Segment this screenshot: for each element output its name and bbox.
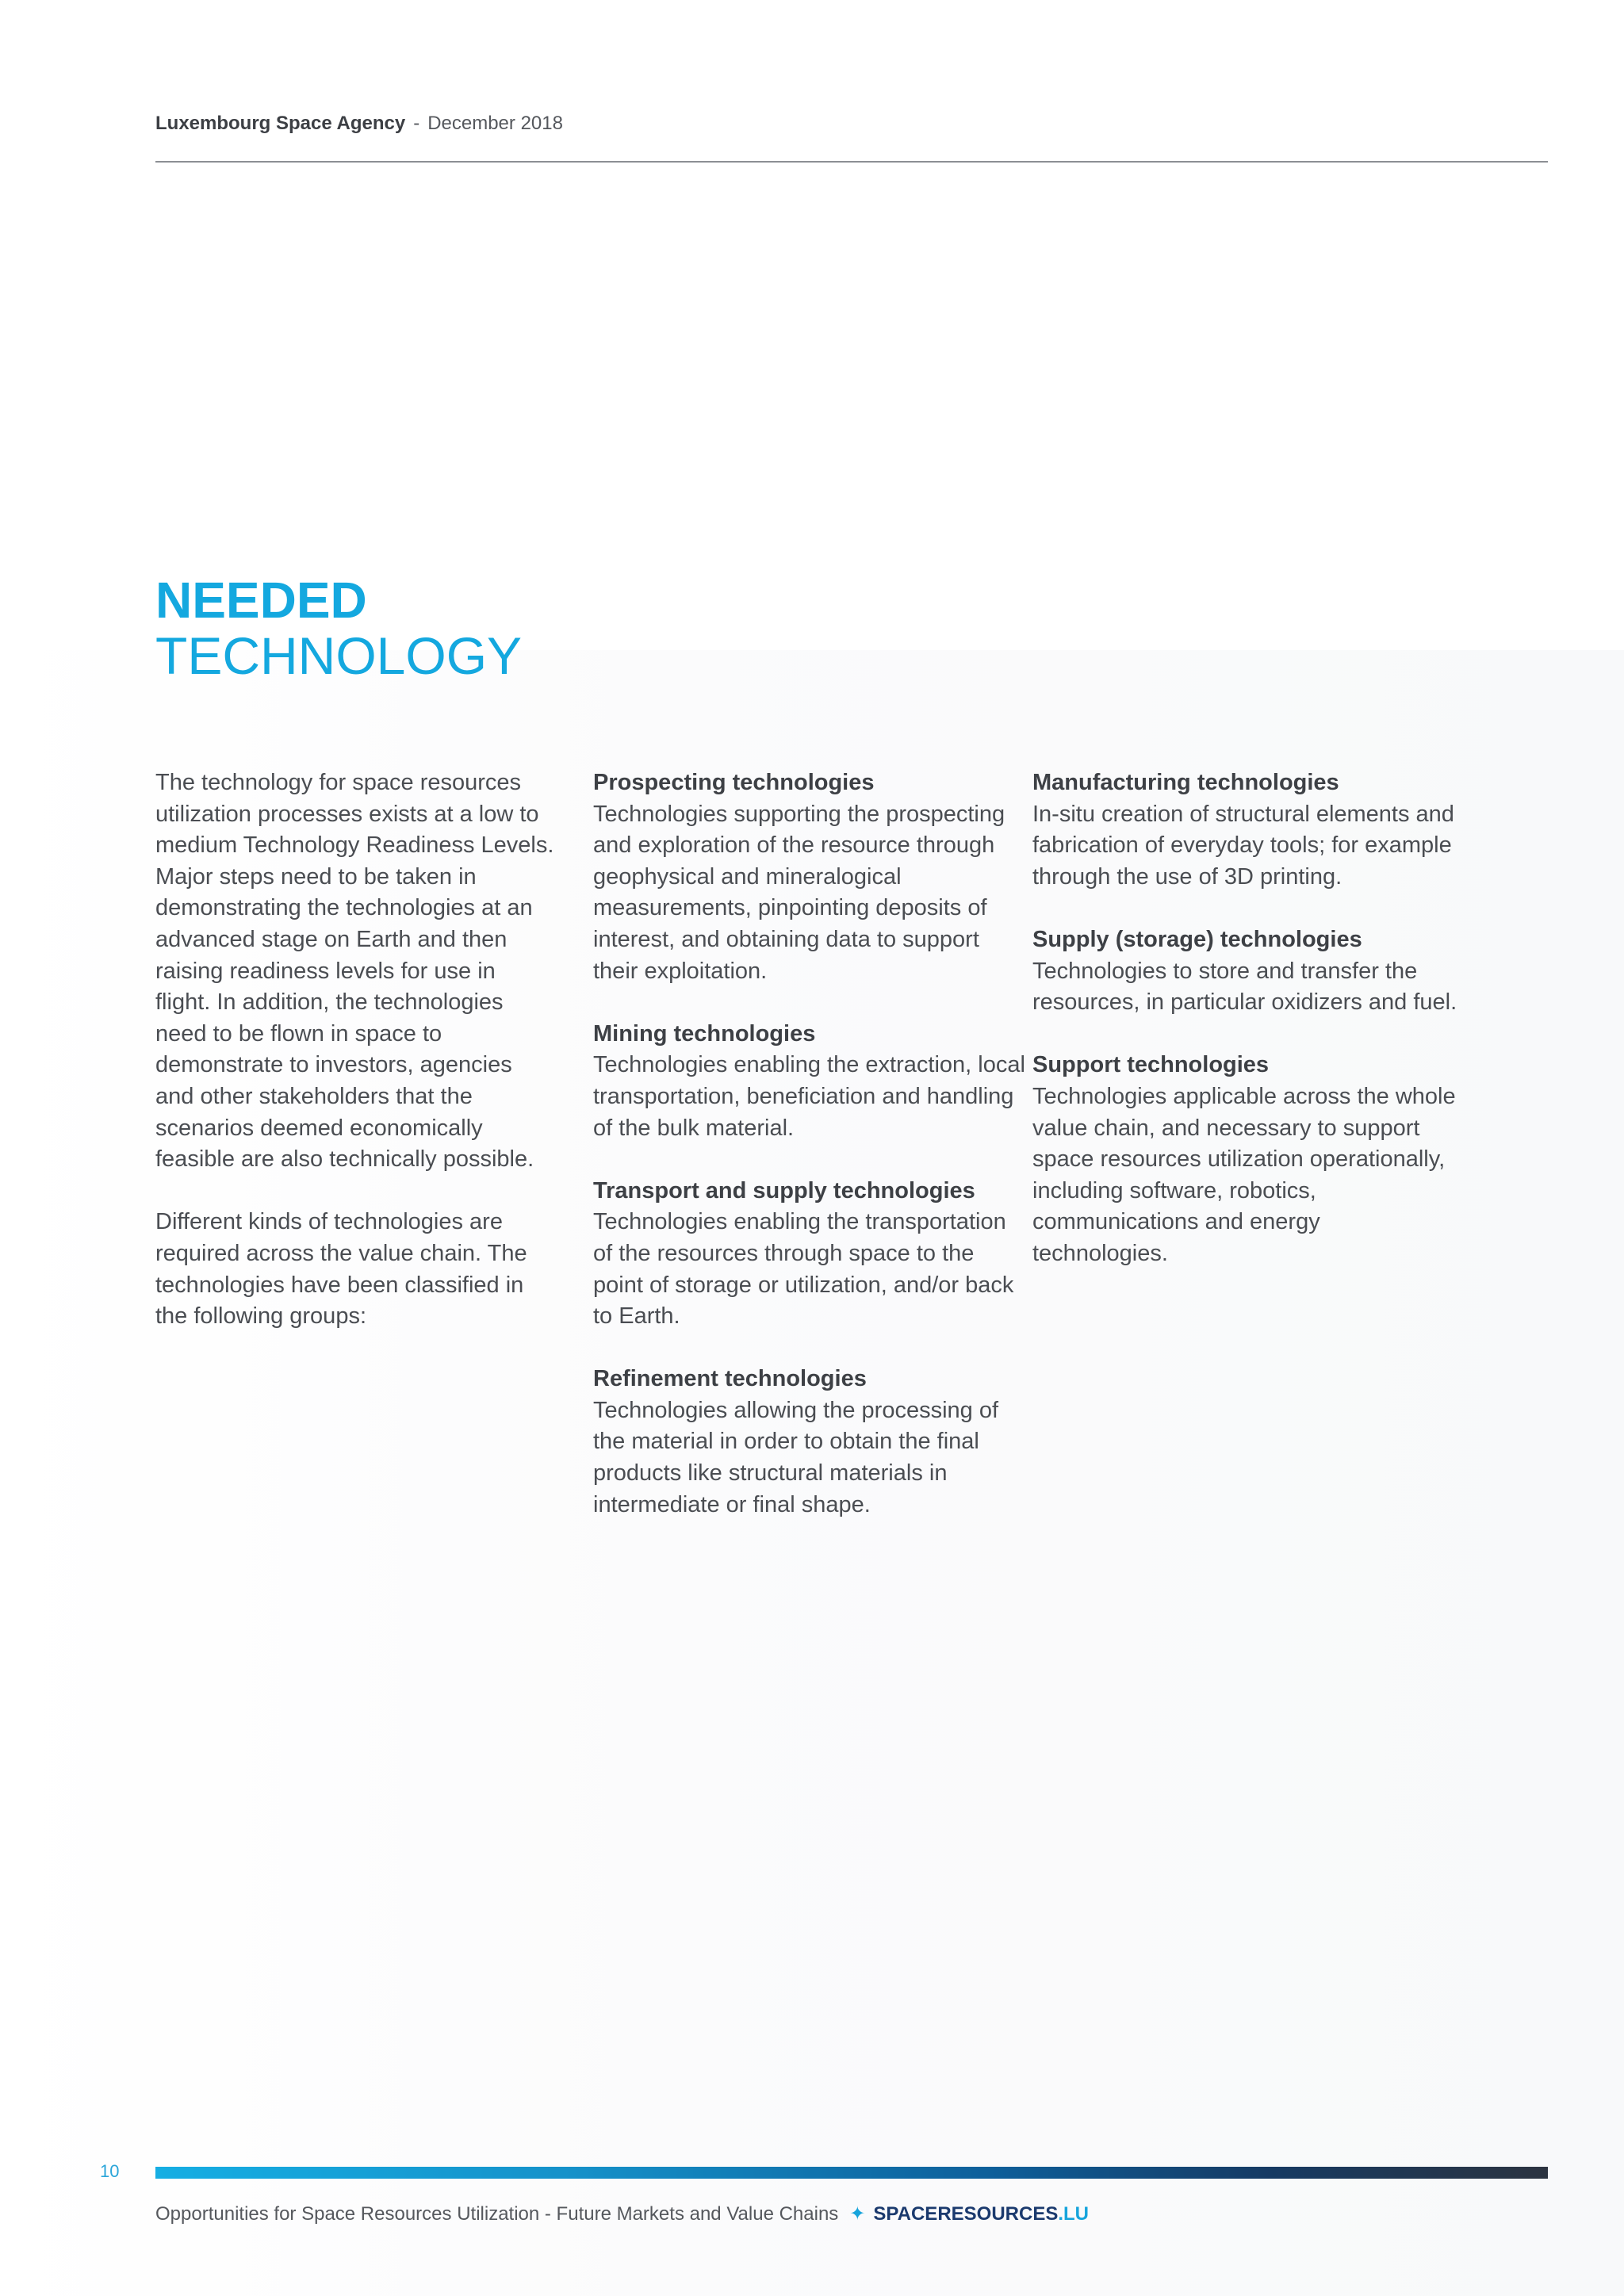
group-heading: Prospecting technologies	[593, 770, 875, 795]
technology-group	[1032, 1050, 1461, 1269]
group-description: Technologies applicable across the whole value chain, and necessary to support space resources utilization operationally, including software, robotics, communications and energy technologies.	[1032, 1083, 1456, 1266]
running-footer	[155, 2202, 1089, 2225]
page-number: 10	[100, 2161, 120, 2181]
group-description: Technologies to store and transfer the resources, in particular oxidizers and fuel.	[1032, 958, 1457, 1016]
group-description: In-situ creation of structural elements and fabrication of everyday tools; for example through the use of 3D printing.	[1032, 801, 1454, 890]
group-description: Technologies enabling the transportation of the resources through space to the point of storage or utilization, and/or back to Earth.	[593, 1209, 1014, 1330]
header-organization: Luxembourg Space Agency	[155, 113, 406, 134]
header-separator: -	[413, 113, 420, 134]
title-line-1: NEEDED	[155, 572, 367, 629]
technology-column-middle	[593, 767, 1025, 1552]
footer-brand: SPACERESOURCES	[873, 2203, 1059, 2225]
star-icon: ✦	[849, 2203, 866, 2225]
group-heading: Support technologies	[1032, 1052, 1270, 1078]
group-heading: Transport and supply technologies	[593, 1177, 975, 1203]
technology-group	[1032, 924, 1461, 1019]
group-description: Technologies enabling the extraction, local transportation, beneficiation and handling of the bulk material.	[593, 1052, 1025, 1141]
footer-publication-title: Opportunities for Space Resources Utilization - Future Markets and Value Chains	[155, 2203, 839, 2225]
intro-paragraph: Different kinds of technologies are required across the value chain. The technologies have been classified in the following groups:	[155, 1209, 527, 1330]
group-heading: Supply (storage) technologies	[1032, 926, 1362, 952]
technology-group	[593, 1019, 1025, 1144]
page-title	[155, 572, 522, 683]
intro-paragraph: The technology for space resources utilization processes exists at a low to medium Technology Readiness Levels. Major steps need to be taken in demonstrating the technologies at an advanced stage on Earth and then raising readiness levels for use in flight. In addition, the technologies need to be flown in space to demonstrate to investors, agencies and other stakeholders that the scenarios deemed economically feasible are also technically possible.	[155, 770, 554, 1173]
footer-gradient-bar	[155, 2167, 1548, 2179]
group-heading: Manufacturing technologies	[1032, 770, 1339, 795]
header-date: December 2018	[427, 113, 563, 134]
intro-column	[155, 767, 556, 1364]
footer-brand-suffix: .LU	[1058, 2203, 1090, 2225]
running-header	[155, 113, 563, 135]
technology-column-right	[1032, 767, 1461, 1301]
title-line-2: TECHNOLOGY	[155, 626, 523, 685]
group-description: Technologies supporting the prospecting and exploration of the resource through geophysical and mineralogical measurements, pinpointing deposits of interest, and obtaining data to support their exploitation.	[593, 801, 1005, 984]
technology-group	[593, 767, 1025, 987]
technology-group	[1032, 767, 1461, 893]
group-heading: Refinement technologies	[593, 1366, 867, 1392]
header-divider	[155, 161, 1548, 163]
group-description: Technologies allowing the processing of the material in order to obtain the final products like structural materials in intermediate or final shape.	[593, 1397, 999, 1517]
technology-group	[593, 1364, 1025, 1521]
technology-group	[593, 1176, 1025, 1333]
group-heading: Mining technologies	[593, 1020, 816, 1047]
